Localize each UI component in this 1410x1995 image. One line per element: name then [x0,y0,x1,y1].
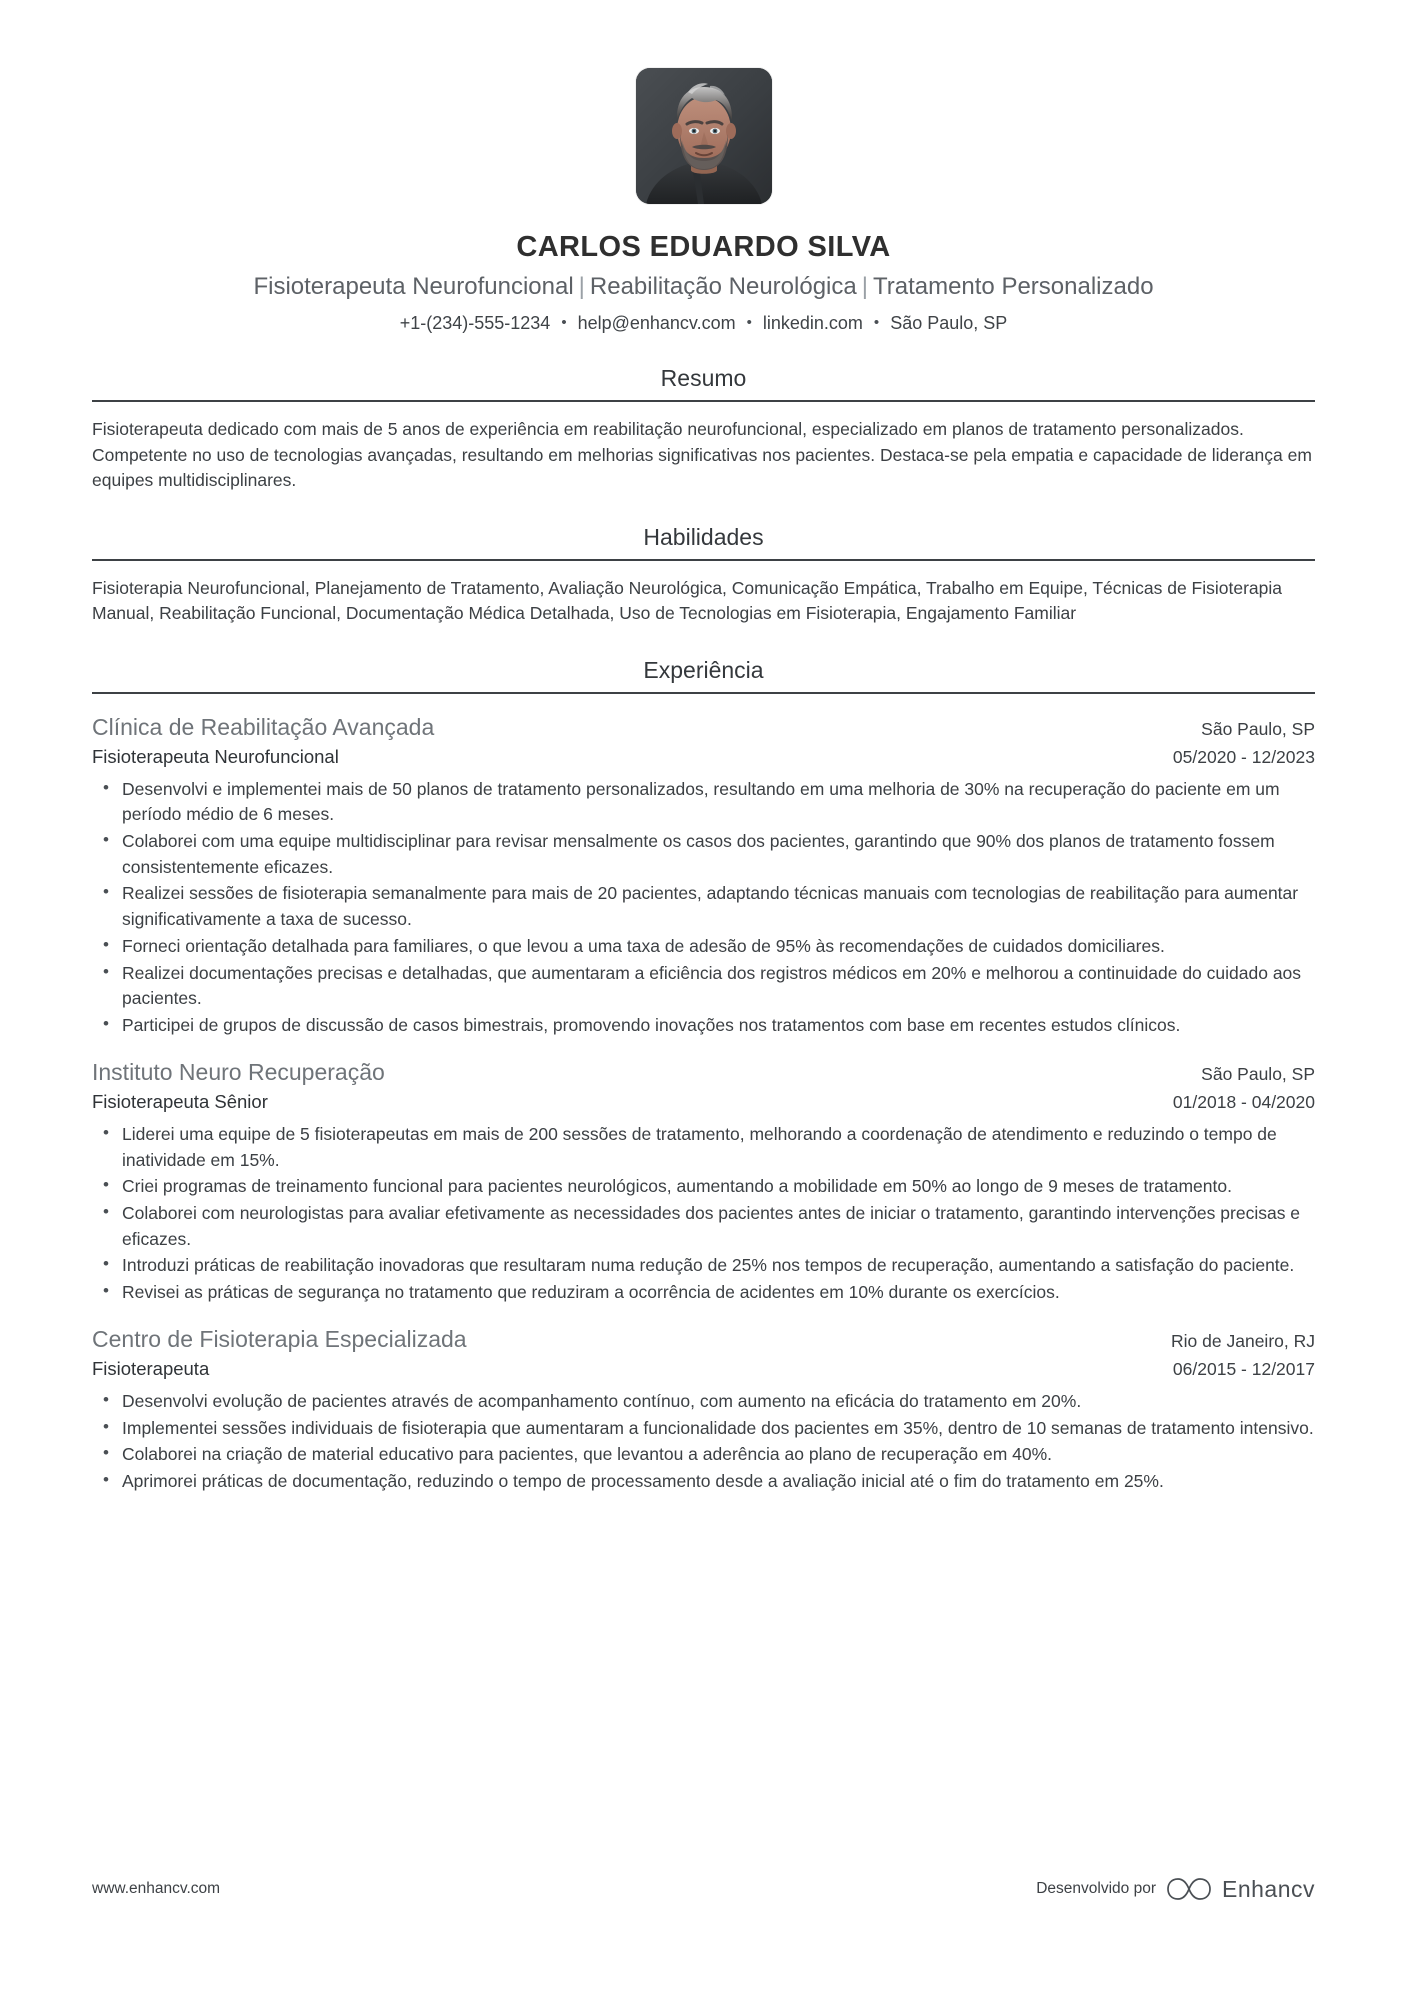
job-location: Rio de Janeiro, RJ [1171,1330,1315,1351]
job-company: Clínica de Reabilitação Avançada [92,713,435,740]
job-bullet: • Colaborei com uma equipe multidisciplinar para revisar mensalmente os casos dos pacientes, garantindo que 90% dos planos de tratamento fossem consistentemente eficazes. [92,829,1315,880]
page-title: CARLOS EDUARDO SILVA [516,231,891,263]
contact-separator-1: • [561,313,567,331]
job-header-row [92,1324,1315,1355]
contact-separator-3: • [873,313,880,331]
page-footer [92,1875,1315,1903]
job-bullet-list [92,1122,1315,1306]
job-company: Centro de Fisioterapia Especializada [92,1325,467,1352]
contact-separator-2: • [746,313,752,331]
job-bullet: • Colaborei na criação de material educativo para pacientes, que levantou a aderência ao plano de recuperação em 40%. [92,1442,1315,1468]
job-bullet-list [92,1389,1315,1495]
headline-separator-2: | [861,272,868,300]
job-bullet: • Forneci orientação detalhada para familiares, o que levou a uma taxa de adesão de 95% às recomendações de cuidados domiciliares. [92,934,1315,960]
job-bullet: • Participei de grupos de discussão de casos bimestrais, promovendo inovações nos tratamentos com base em recentes estudos clínicos. [92,1013,1315,1039]
job-subheader-row [92,1090,1315,1115]
footer-brand [1036,1875,1315,1903]
footer-brand-name: Enhancv [1221,1875,1315,1902]
resume-content [92,0,1315,1496]
section-title-experiencia: Experiência [643,656,764,683]
job-bullet-list [92,777,1315,1039]
headline-part-3: Tratamento Personalizado [872,272,1154,300]
footer-website-url[interactable]: www.enhancv.com [92,1880,221,1897]
resumo-text: Fisioterapeuta dedicado com mais de 5 anos de experiência em reabilitação neurofuncional, especializado em planos de tratamento personalizados. Competente no uso de tecnologias avançadas, resultando em melhorias significativas nos pacientes. Destaca-se pela empatia e capacidade de liderança em equipes multidisciplinares. [92,418,1312,491]
job-dates: 05/2020 - 12/2023 [1172,746,1315,767]
job-dates: 06/2015 - 12/2017 [1172,1358,1315,1379]
section-title-habilidades: Habilidades [643,523,764,550]
contact-info [92,312,1315,335]
job-bullet: • Realizei documentações precisas e detalhadas, que aumentaram a eficiência dos registros médicos em 20% e melhorou a continuidade do cuidado aos pacientes. [92,961,1315,1012]
experience-item [92,1324,1315,1495]
job-bullet: • Implementei sessões individuais de fisioterapia que aumentaram a funcionalidade dos pacientes em 35%, dentro de 10 semanas de tratamento intensivo. [92,1416,1315,1442]
headline-part-2: Reabilitação Neurológica [589,272,857,300]
section-habilidades [92,524,1315,627]
job-bullet: • Desenvolvi e implementei mais de 50 planos de tratamento personalizados, resultando em uma melhoria de 30% na recuperação do paciente em um período médio de 6 meses. [92,777,1315,828]
job-header-row [92,712,1315,743]
job-dates: 01/2018 - 04/2020 [1172,1091,1315,1112]
avatar [636,68,772,204]
job-bullet: • Liderei uma equipe de 5 fisioterapeutas em mais de 200 sessões de tratamento, melhorando a coordenação de atendimento e reduzindo o tempo de inatividade em 15%. [92,1122,1315,1173]
footer-developed-by-label: Desenvolvido por [1036,1880,1156,1897]
job-title: Fisioterapeuta [92,1357,210,1379]
job-bullet: • Criei programas de treinamento funcional para pacientes neurológicos, aumentando a mobilidade em 50% ao longo de 9 meses de tratamento. [92,1174,1315,1200]
job-header-row [92,1057,1315,1088]
section-experiencia [92,657,1315,1495]
experience-item [92,1057,1315,1306]
section-divider-experiencia [92,692,1315,694]
job-title: Fisioterapeuta Neurofuncional [92,745,339,767]
experience-item [92,712,1315,1039]
job-title: Fisioterapeuta Sênior [92,1090,268,1112]
job-subheader-row [92,745,1315,770]
avatar-container [92,68,1315,204]
enhancv-logo-icon [1166,1875,1212,1903]
contact-location: São Paulo, SP [890,312,1008,333]
contact-phone: +1-(234)-555-1234 [399,312,551,333]
job-bullet: • Introduzi práticas de reabilitação inovadoras que resultaram numa redução de 25% nos tempos de recuperação, aumentando a satisfação do paciente. [92,1253,1315,1279]
resume-header [92,0,1315,335]
habilidades-text: Fisioterapia Neurofuncional, Planejamento de Tratamento, Avaliação Neurológica, Comunicação Empática, Trabalho em Equipe, Técnicas de Fisioterapia Manual, Reabilitação Funcional, Documentação Médica Detalhada, Uso de Tecnologias em Fisioterapia, Engajamento Familiar [92,577,1283,624]
job-bullet: • Desenvolvi evolução de pacientes através de acompanhamento contínuo, com aumento na eficácia do tratamento em 20%. [92,1389,1315,1415]
job-bullet: • Revisei as práticas de segurança no tratamento que reduziram a ocorrência de acidentes em 10% durante os exercícios. [92,1280,1315,1306]
job-subheader-row [92,1357,1315,1382]
job-company: Instituto Neuro Recuperação [92,1058,385,1085]
headline-part-1: Fisioterapeuta Neurofuncional [253,272,574,300]
section-divider-resumo [92,400,1315,402]
job-bullet: • Realizei sessões de fisioterapia semanalmente para mais de 20 pacientes, adaptando técnicas manuais com tecnologias de reabilitação para aumentar significativamente a taxa de sucesso. [92,881,1315,932]
job-bullet: • Colaborei com neurologistas para avaliar efetivamente as necessidades dos pacientes antes de iniciar o tratamento, garantindo intervenções precisas e eficazes. [92,1201,1315,1252]
section-divider-habilidades [92,559,1315,561]
section-title-resumo: Resumo [660,365,747,392]
job-bullet: • Aprimorei práticas de documentação, reduzindo o tempo de processamento desde a avaliação inicial até o fim do tratamento em 25%. [92,1469,1315,1495]
profile-photo-icon [636,68,772,204]
headline-separator-1: | [578,272,585,300]
professional-headline [92,272,1315,302]
section-resumo [92,365,1315,494]
job-location: São Paulo, SP [1201,1063,1315,1084]
contact-linkedin[interactable]: linkedin.com [762,312,863,333]
contact-email[interactable]: help@enhancv.com [577,312,736,333]
job-location: São Paulo, SP [1201,718,1315,739]
